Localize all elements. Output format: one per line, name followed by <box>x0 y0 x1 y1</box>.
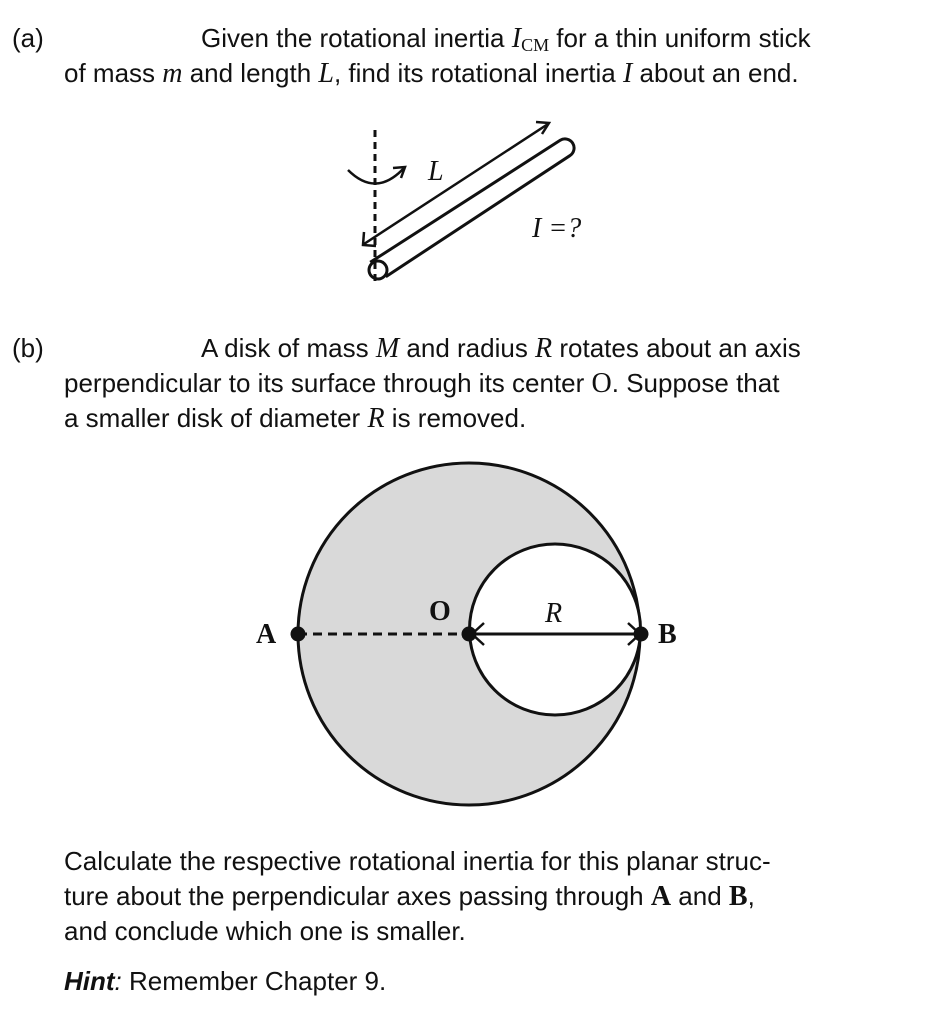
question-line-1: Calculate the respective rotational inertia for this planar struc- <box>64 846 771 876</box>
length-arrow-shaft <box>364 124 548 244</box>
inertia-label: I =? <box>532 213 582 244</box>
point-b-dot <box>634 627 649 642</box>
hint-text: Remember Chapter 9. <box>121 966 387 996</box>
part-b-line-3 <box>64 401 526 436</box>
hint-colon: : <box>114 966 122 996</box>
length-label: L <box>428 156 444 187</box>
symbol-i: I <box>511 23 522 54</box>
part-b-line-1 <box>201 331 801 366</box>
point-o-dot <box>462 627 477 642</box>
question-line-3: and conclude which one is smaller. <box>64 916 466 946</box>
question-line-2-text-1: ture about the perpendicular axes passing through <box>64 881 651 911</box>
point-a-dot <box>291 627 306 642</box>
part-b-line-3-text-1: a smaller disk of diameter <box>64 403 368 433</box>
part-b-line-2 <box>64 366 779 401</box>
part-b-line-1-text-1: A disk of mass <box>201 333 376 363</box>
part-a-line-1-text-2: for a thin uniform stick <box>549 23 811 53</box>
part-a-line-2 <box>64 56 799 91</box>
question-line-2 <box>64 879 755 914</box>
part-a-line-2-text-4: about an end. <box>632 58 799 88</box>
part-b-line-1-text-2: and radius <box>399 333 536 363</box>
question-line-2-text-3: , <box>747 881 755 911</box>
hint <box>64 964 386 998</box>
part-b-line-1-text-3: rotates about an axis <box>552 333 801 363</box>
part-b-line-3-text-2: is removed. <box>384 403 527 433</box>
point-b-label: B <box>658 619 677 650</box>
symbol-m: m <box>162 58 183 89</box>
part-a-line-2-text-1: of mass <box>64 58 163 88</box>
symbol-cm-subscript: CM <box>521 35 550 55</box>
radius-label: R <box>545 598 563 629</box>
symbol-r: R <box>535 333 553 364</box>
symbol-m-capital: M <box>375 333 400 364</box>
part-a-line-2-text-2: and length <box>182 58 319 88</box>
symbol-b: B <box>728 881 748 912</box>
symbol-i: I <box>623 58 633 89</box>
part-b-line-2-text-1: perpendicular to its surface through its center <box>64 368 592 398</box>
symbol-a: A <box>650 881 672 912</box>
part-a-line-2-text-3: , find its rotational inertia <box>333 58 623 88</box>
question-line-2-text-2: and <box>671 881 729 911</box>
symbol-l: L <box>318 58 334 89</box>
part-a-label: (a) <box>12 23 44 53</box>
part-b-label: (b) <box>12 333 44 363</box>
symbol-o: O <box>591 368 612 399</box>
part-a-line-1-text-1: Given the rotational inertia <box>201 23 512 53</box>
point-o-label: O <box>429 596 451 627</box>
point-a-label: A <box>256 619 277 650</box>
hint-label: Hint <box>64 966 115 996</box>
symbol-r: R <box>367 403 385 434</box>
removed-small-disk <box>470 544 641 715</box>
part-b-line-2-text-2: . Suppose that <box>611 368 780 398</box>
disk-figure <box>0 450 926 830</box>
stick-body <box>370 139 574 277</box>
stick-end-cap <box>369 261 387 279</box>
